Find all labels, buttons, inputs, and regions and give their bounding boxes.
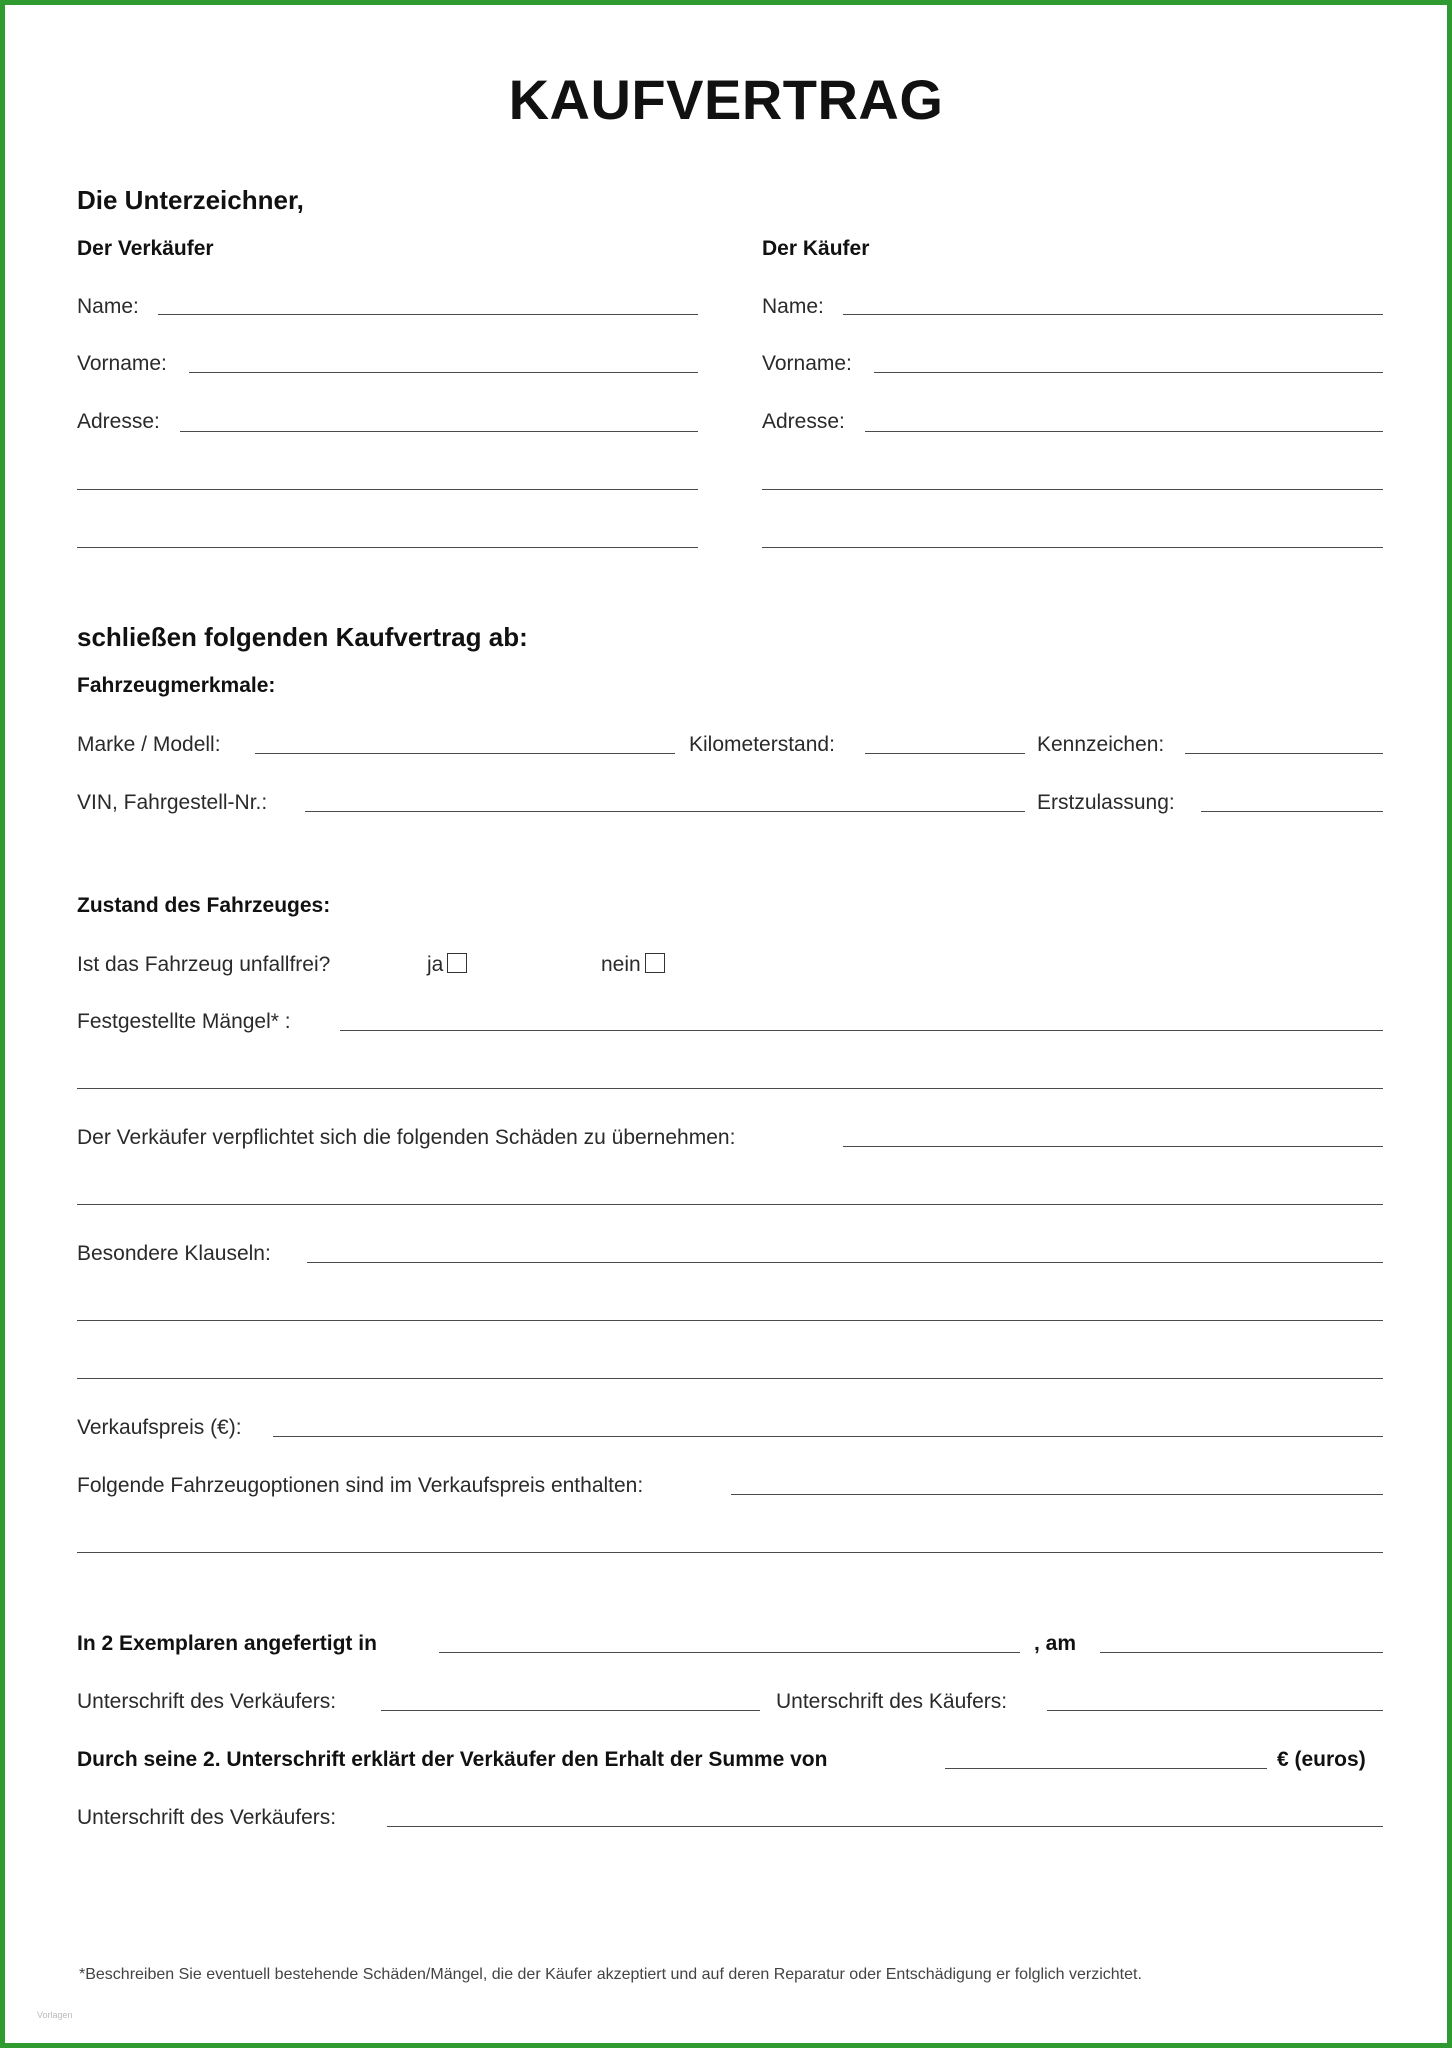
no-checkbox[interactable]: [645, 953, 665, 973]
receipt-label: Durch seine 2. Unterschrift erklärt der Verkäufer den Erhalt der Summe von: [77, 1748, 828, 1771]
buyer-name-field[interactable]: [843, 314, 1383, 315]
plate-field[interactable]: [1185, 753, 1383, 754]
date-label: , am: [1034, 1632, 1077, 1655]
contract-heading: schließen folgenden Kaufvertrag ab:: [77, 622, 528, 652]
buyer-address-line-3[interactable]: [762, 547, 1383, 548]
options-label: Folgende Fahrzeugoptionen sind im Verkaufspreis enthalten:: [77, 1474, 644, 1497]
buyer-address-line-2[interactable]: [762, 489, 1383, 490]
amount-field[interactable]: [945, 1768, 1267, 1769]
vin-field[interactable]: [305, 811, 1025, 812]
seller-heading: Der Verkäufer: [77, 237, 214, 260]
buyer-signature-label: Unterschrift des Käufers:: [776, 1690, 1008, 1713]
footnote: *Beschreiben Sie eventuell bestehende Schäden/Mängel, die der Käufer akzeptiert und auf deren Reparatur oder Entschädigung er folglich verzichtet.: [79, 1966, 1142, 1983]
copies-label: In 2 Exemplaren angefertigt in: [77, 1632, 377, 1655]
yes-option[interactable]: [427, 953, 467, 977]
date-field[interactable]: [1100, 1652, 1383, 1653]
make-model-field[interactable]: [255, 753, 675, 754]
damages-line-2[interactable]: [77, 1204, 1383, 1205]
yes-label: ja: [427, 953, 444, 976]
damages-field[interactable]: [843, 1146, 1383, 1147]
accident-free-label: Ist das Fahrzeug unfallfrei?: [77, 953, 331, 976]
seller-name-field[interactable]: [158, 314, 698, 315]
seller-address-field[interactable]: [180, 431, 698, 432]
seller-address-line-2[interactable]: [77, 489, 698, 490]
intro-heading: Die Unterzeichner,: [77, 185, 304, 215]
price-field[interactable]: [273, 1436, 1383, 1437]
price-label: Verkaufspreis (€):: [77, 1416, 242, 1439]
mileage-field[interactable]: [865, 753, 1025, 754]
defects-field[interactable]: [340, 1030, 1383, 1031]
watermark: Vorlagen: [37, 2010, 73, 2020]
condition-heading: Zustand des Fahrzeuges:: [77, 894, 331, 917]
place-field[interactable]: [439, 1652, 1020, 1653]
seller-name-label: Name:: [77, 295, 139, 318]
first-registration-label: Erstzulassung:: [1037, 791, 1175, 814]
options-field[interactable]: [731, 1494, 1383, 1495]
clauses-field[interactable]: [307, 1262, 1383, 1263]
defects-label: Festgestellte Mängel* :: [77, 1010, 291, 1033]
plate-label: Kennzeichen:: [1037, 733, 1165, 756]
seller-signature-label: Unterschrift des Verkäufers:: [77, 1690, 337, 1713]
page-title: KAUFVERTRAG: [508, 68, 944, 131]
buyer-firstname-label: Vorname:: [762, 352, 852, 375]
currency-label: € (euros): [1277, 1748, 1366, 1771]
buyer-address-field[interactable]: [865, 431, 1383, 432]
make-model-label: Marke / Modell:: [77, 733, 221, 756]
seller-firstname-field[interactable]: [189, 372, 698, 373]
seller-signature-field[interactable]: [381, 1710, 760, 1711]
yes-checkbox[interactable]: [447, 953, 467, 973]
buyer-signature-field[interactable]: [1047, 1710, 1383, 1711]
seller-signature-2-field[interactable]: [387, 1826, 1383, 1827]
clauses-line-3[interactable]: [77, 1378, 1383, 1379]
vin-label: VIN, Fahrgestell-Nr.:: [77, 791, 268, 814]
first-registration-field[interactable]: [1201, 811, 1383, 812]
seller-signature-2-label: Unterschrift des Verkäufers:: [77, 1806, 337, 1829]
defects-line-2[interactable]: [77, 1088, 1383, 1089]
mileage-label: Kilometerstand:: [689, 733, 835, 756]
vehicle-heading: Fahrzeugmerkmale:: [77, 674, 276, 697]
no-label: nein: [601, 953, 641, 976]
options-line-2[interactable]: [77, 1552, 1383, 1553]
no-option[interactable]: [601, 953, 665, 977]
clauses-line-2[interactable]: [77, 1320, 1383, 1321]
seller-address-label: Adresse:: [77, 410, 160, 433]
clauses-label: Besondere Klauseln:: [77, 1242, 271, 1265]
seller-address-line-3[interactable]: [77, 547, 698, 548]
seller-firstname-label: Vorname:: [77, 352, 167, 375]
damages-label: Der Verkäufer verpflichtet sich die folgenden Schäden zu übernehmen:: [77, 1126, 736, 1149]
buyer-name-label: Name:: [762, 295, 824, 318]
buyer-firstname-field[interactable]: [874, 372, 1383, 373]
buyer-heading: Der Käufer: [762, 237, 870, 260]
buyer-address-label: Adresse:: [762, 410, 845, 433]
